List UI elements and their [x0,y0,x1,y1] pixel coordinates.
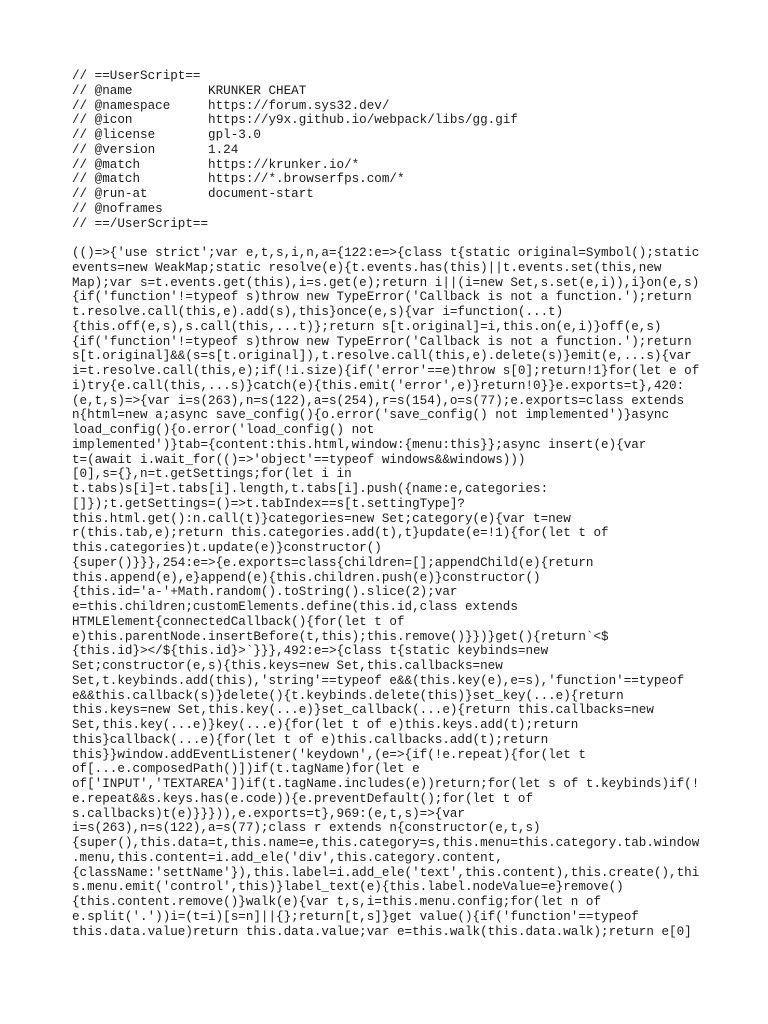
code-line: {this.id='a-'+Math.random().toString().slice(2);var [72,585,458,600]
header-line: // @run-at document-start [72,187,314,201]
code-line: n{html=new a;async save_config(){o.error('save_config() not implemented')}async [72,408,670,423]
code-line: e&&this.callback(s)}delete(){t.keybinds.delete(this)}set_key(...e){return [72,688,624,703]
code-line: this.data.value)return this.data.value;var e=this.walk(this.data.walk);return e[0] [72,924,692,939]
code-line: e.split('.'))i=(t=i)[s=n]||{};return[t,s]}get value(){if('function'==typeof [72,909,639,924]
code-line: i)try{e.call(this,...s)}catch(e){this.emit('error',e)}return!0}}e.exports=t},420: [72,378,685,393]
code-line: {if('function'!=typeof s)throw new TypeError('Callback is not a function.');return [72,334,692,349]
code-line: this.html.get():n.call(t)}categories=new Set;category(e){var t=new [72,511,571,526]
code-line: s.callbacks)t(e)}}})),e.exports=t},969:(e,t,s)=>{var [72,806,465,821]
code-line: Map);var s=t.events.get(this),i=s.get(e);return i||(i=new Set,s.set(e,i)),i}on(e,s) [72,275,700,290]
header-line: // @license gpl-3.0 [72,128,261,142]
userscript-header [72,69,768,231]
code-line: .menu,this.content=i.add_ele('div',this.category.content, [72,850,503,865]
code-line: {super()}}},254:e=>{e.exports=class{children=[];appendChild(e){return [72,555,594,570]
header-line: // @match https://krunker.io/* [72,157,360,172]
code-line: this}callback(...e){for(let t of e)this.callbacks.add(t);return [72,732,549,747]
code-line: {this.id}></${this.id}>`}}},492:e=>{class t{static keybinds=new [72,644,549,659]
code-line: s[t.original]&&(s=s[t.original]),t.resolve.call(this,e).delete(s)}emit(e,...s){var [72,349,692,364]
code-line: t.resolve.call(this,e).add(s),this}once(e,s){var i=function(...t) [72,305,564,319]
code-line: load_config(){o.error('load_config() not [72,423,375,437]
code-line: e=this.children;customElements.define(this.id,class extends [72,600,518,614]
code-line: r(this.tab,e);return this.categories.add(t),t}update(e=!1){for(let t of [72,526,609,541]
script-code [72,246,768,939]
code-line: e)this.parentNode.insertBefore(t,this);this.remove()}})}get(){return`<$ [72,629,609,644]
header-line: // @version 1.24 [72,142,239,157]
code-line: {this.off(e,s),s.call(this,...t)};return s[t.original]=i,this.on(e,i)}off(e,s) [72,319,662,334]
header-line: // ==/UserScript== [72,216,209,231]
header-line: // @noframes [72,201,163,216]
code-line: {this.content.remove()}walk(e){var t,s,i=this.menu.config;for(let n of [72,895,602,909]
code-line: e.repeat&&s.keys.has(e.code)){e.preventDefault();for(let t of [72,791,534,806]
code-line: Set;constructor(e,s){this.keys=new Set,this.callbacks=new [72,659,503,673]
code-line: []});t.getSettings=()=>t.tabIndex==s[t.settingType]? [72,496,465,511]
header-line: // @name KRUNKER CHEAT [72,83,307,98]
header-line: // @match https://*.browserfps.com/* [72,172,405,187]
header-line: // @icon https://y9x.github.io/webpack/libs/gg.gif [72,113,518,128]
code-line: t=(await i.wait_for(()=>'object'==typeof windows&&windows))) [72,452,526,467]
code-line: {super(),this.data=t,this.name=e,this.category=s,this.menu=this.category.tab.window [72,836,700,850]
code-line: (()=>{'use strict';var e,t,s,i,n,a={122:e=>{class t{static original=Symbol();static [72,246,700,260]
code-line: Set,this.key(...e)}key(...e){for(let t of e)this.keys.add(t);return [72,718,579,732]
code-line: this.keys=new Set,this.key(...e)}set_callback(...e){return this.callbacks=new [72,703,654,718]
code-line: this.categories)t.update(e)}constructor() [72,541,382,555]
code-line: t.tabs)s[i]=t.tabs[i].length,t.tabs[i].push({name:e,categories: [72,482,549,496]
code-line: this.append(e),e}append(e){this.children.push(e)}constructor() [72,570,541,585]
header-line: // @namespace https://forum.sys32.dev/ [72,98,390,113]
code-line: [0],s={},n=t.getSettings;for(let i in [72,467,352,482]
code-line: s.menu.emit('control',this)}label_text(e){this.label.nodeValue=e}remove() [72,880,624,895]
code-line: of['INPUT','TEXTAREA'])if(t.tagName.includes(e))return;for(let s of t.keybinds)if(! [72,777,700,791]
code-line: HTMLElement{connectedCallback(){for(let t of [72,614,405,629]
header-line: // ==UserScript== [72,69,201,83]
code-line: this}}window.addEventListener('keydown',(e=>{if(!e.repeat){for(let t [72,747,586,762]
code-line: implemented')}tab={content:this.html,window:{menu:this}};async insert(e){var [72,437,647,452]
code-line: i=s(263),n=s(122),a=s(77);class r extends n{constructor(e,t,s) [72,821,541,836]
code-line: {if('function'!=typeof s)throw new TypeError('Callback is not a function.');return [72,290,692,305]
code-line: events=new WeakMap;static resolve(e){t.events.has(this)||t.events.set(this,new [72,260,662,275]
code-line: Set,t.keybinds.add(this),'string'==typeof e&&(this.key(e),e=s),'function'==typeof [72,673,685,688]
code-line: i=t.resolve.call(this,e);if(!i.size){if('error'==e)throw s[0];return!1}for(let e of [72,364,700,378]
code-line: of[...e.composedPath()])if(t.tagName)for(let e [72,762,420,777]
code-line: (e,t,s)=>{var i=s(263),n=s(122),a=s(254),r=s(154),o=s(77);e.exports=class extends [72,393,685,408]
code-line: {className:'settName'}),this.label=i.add_ele('text',this.content),this.create(),thi [72,865,700,880]
